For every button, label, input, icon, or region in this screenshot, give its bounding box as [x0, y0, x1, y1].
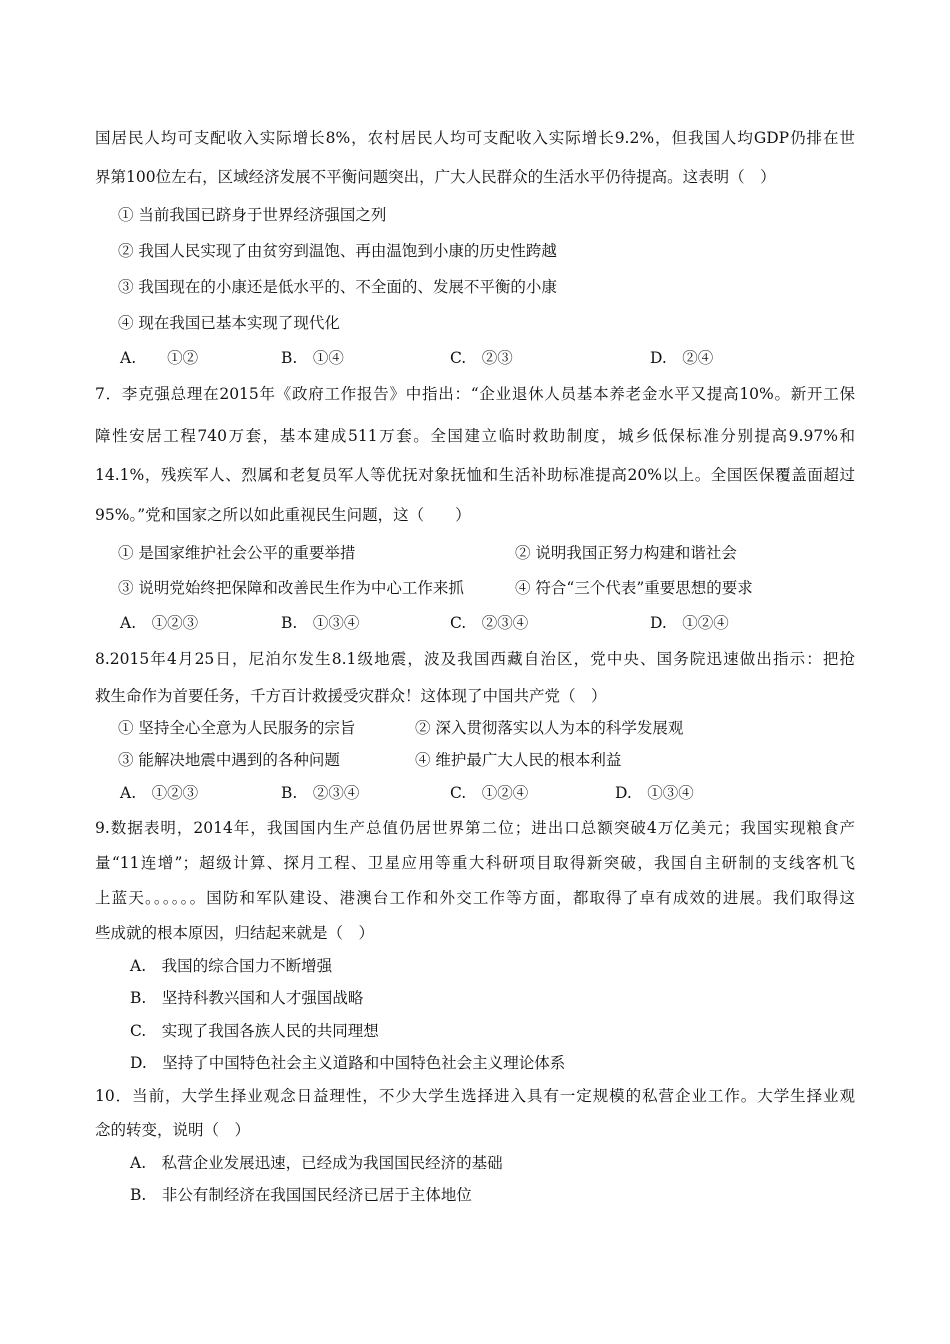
q10-option-a: A. 私营企业发展迅速，已经成为我国国民经济的基础 [130, 1154, 503, 1172]
q8-statement-4: ④ 维护最广大人民的根本利益 [415, 751, 622, 769]
q7-choice-b: B. ①③④ [281, 614, 360, 632]
q6-statement-1: ① 当前我国已跻身于世界经济强国之列 [118, 206, 387, 224]
q8-stem-line-1: 8.2015年4月25日，尼泊尔发生8.1级地震，波及我国西藏自治区，党中央、国务院迅速做出指示：把抢 [95, 650, 855, 668]
q7-statement-1: ① 是国家维护社会公平的重要举措 [118, 544, 356, 562]
q6-statement-3: ③ 我国现在的小康还是低水平的、不全面的、发展不平衡的小康 [118, 278, 557, 296]
q8-choice-b: B. ②③④ [281, 784, 360, 802]
q10-option-b: B. 非公有制经济在我国国民经济已居于主体地位 [130, 1186, 472, 1204]
q7-statement-2: ② 说明我国正努力构建和谐社会 [515, 544, 737, 562]
q6-statement-4: ④ 现在我国已基本实现了现代化 [118, 314, 340, 332]
q7-choice-c: C. ②③④ [450, 614, 529, 632]
q7-choice-d: D. ①②④ [650, 614, 729, 632]
q10-stem-line-2: 念的转变，说明（ ） [95, 1121, 251, 1139]
q8-choice-c: C. ①②④ [450, 784, 529, 802]
q6-statement-2: ② 我国人民实现了由贫穷到温饱、再由温饱到小康的历史性跨越 [118, 242, 557, 260]
q9-stem-line-1: 9.数据表明，2014年，我国国内生产总值仍居世界第二位；进出口总额突破4万亿美元；我国实现粮食产 [95, 819, 855, 837]
q8-stem-line-2: 救生命作为首要任务，千方百计救援受灾群众！这体现了中国共产党（ ） [95, 687, 607, 705]
q7-choice-a: A. ①②③ [120, 614, 199, 632]
q8-choice-d: D. ①③④ [615, 784, 694, 802]
q7-stem-line-1: 7．李克强总理在2015年《政府工作报告》中指出：“企业退休人员基本养老金水平又提高10%。新开工保 [95, 385, 855, 403]
q10-stem-line-1: 10．当前，大学生择业观念日益理性，不少大学生选择进入具有一定规模的私营企业工作。大学生择业观 [95, 1087, 855, 1105]
q9-option-a: A. 我国的综合国力不断增强 [130, 957, 333, 975]
q6-choice-c: C. ②③ [450, 349, 513, 367]
q9-stem-line-3: 上蓝天。。。。。。国防和军队建设、港澳台工作和外交工作等方面，都取得了卓有成效的进展。我们取得这 [95, 889, 855, 907]
q7-stem-line-3: 14.1%，残疾军人、烈属和老复员军人等优抚对象抚恤和生活补助标准提高20%以上。全国医保覆盖面超过 [95, 466, 855, 484]
q9-option-d: D. 坚持了中国特色社会主义道路和中国特色社会主义理论体系 [130, 1054, 566, 1072]
q8-statement-2: ② 深入贯彻落实以人为本的科学发展观 [415, 719, 684, 737]
q8-statement-3: ③ 能解决地震中遇到的各种问题 [118, 751, 340, 769]
q7-stem-line-4: 95%。”党和国家之所以如此重视民生问题，这（ ） [95, 506, 471, 524]
q6-choice-d: D. ②④ [650, 349, 714, 367]
q6-choice-b: B. ①④ [281, 349, 344, 367]
q7-statement-4: ④ 符合“三个代表”重要思想的要求 [515, 579, 753, 597]
q9-stem-line-2: 量“11连增”；超级计算、探月工程、卫星应用等重大科研项目取得新突破，我国自主研制的支线客机飞 [95, 854, 855, 872]
q7-statement-3: ③ 说明党始终把保障和改善民生作为中心工作来抓 [118, 579, 464, 597]
q8-choice-a: A. ①②③ [120, 784, 199, 802]
q8-statement-1: ① 坚持全心全意为人民服务的宗旨 [118, 719, 356, 737]
q7-stem-line-2: 障性安居工程740万套，基本建成511万套。全国建立临时救助制度，城乡低保标准分别提高9.97%和 [95, 427, 855, 445]
q6-choice-a: A. ①② [120, 349, 199, 367]
q9-option-b: B. 坚持科教兴国和人才强国战略 [130, 989, 364, 1007]
q6-stem-line-1: 国居民人均可支配收入实际增长8%，农村居民人均可支配收入实际增长9.2%，但我国人均GDP仍排在世 [95, 129, 855, 147]
q9-stem-line-4: 些成就的根本原因，归结起来就是（ ） [95, 924, 375, 942]
q6-stem-line-2: 界第100位左右，区域经济发展不平衡问题突出，广大人民群众的生活水平仍待提高。这表明（ ） [95, 168, 776, 186]
q9-option-c: C. 实现了我国各族人民的共同理想 [130, 1022, 379, 1040]
